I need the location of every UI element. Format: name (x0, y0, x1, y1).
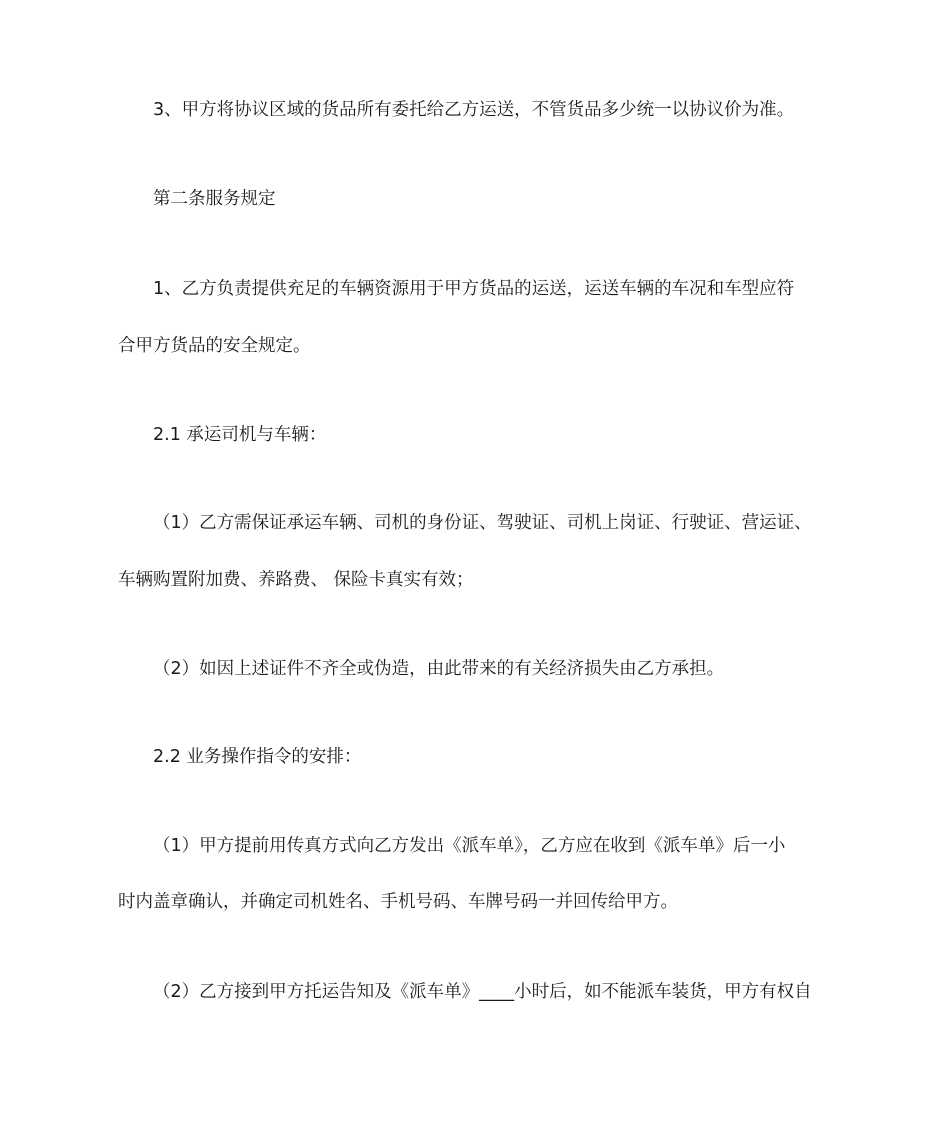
section-2-1-heading: 2.1 承运司机与车辆： (153, 425, 327, 445)
item-2-2-1-text-line-1: （1）甲方提前用传真方式向乙方发出《派车单》，乙方应在收到《派车单》后一小 (153, 836, 786, 856)
clause-3-text: 3、甲方将协议区域的货品所有委托给乙方运送，不管货品多少统一以协议价为准。 (153, 100, 795, 120)
item-2-1-2-text: （2）如因上述证件不齐全或伪造，由此带来的有关经济损失由乙方承担。 (153, 659, 725, 679)
clause-1-text-line-2: 合甲方货品的安全规定。 (118, 336, 311, 356)
item-2-1-1-text-line-1: （1）乙方需保证承运车辆、司机的身份证、驾驶证、司机上岗证、行驶证、营运证、 (153, 513, 812, 533)
article-2-heading: 第二条服务规定 (153, 189, 276, 209)
clause-1-text-line-1: 1、乙方负责提供充足的车辆资源用于甲方货品的运送，运送车辆的车况和车型应符 (153, 279, 795, 299)
item-2-2-2-text-line-1: （2）乙方接到甲方托运告知及《派车单》____小时后，如不能派车装货，甲方有权自 (153, 982, 812, 1002)
item-2-1-1-text-line-2: 车辆购置附加费、养路费、 保险卡真实有效； (118, 570, 474, 590)
section-2-2-heading: 2.2 业务操作指令的安排： (153, 747, 362, 767)
item-2-2-1-text-line-2: 时内盖章确认，并确定司机姓名、手机号码、车牌号码一并回传给甲方。 (118, 892, 678, 912)
